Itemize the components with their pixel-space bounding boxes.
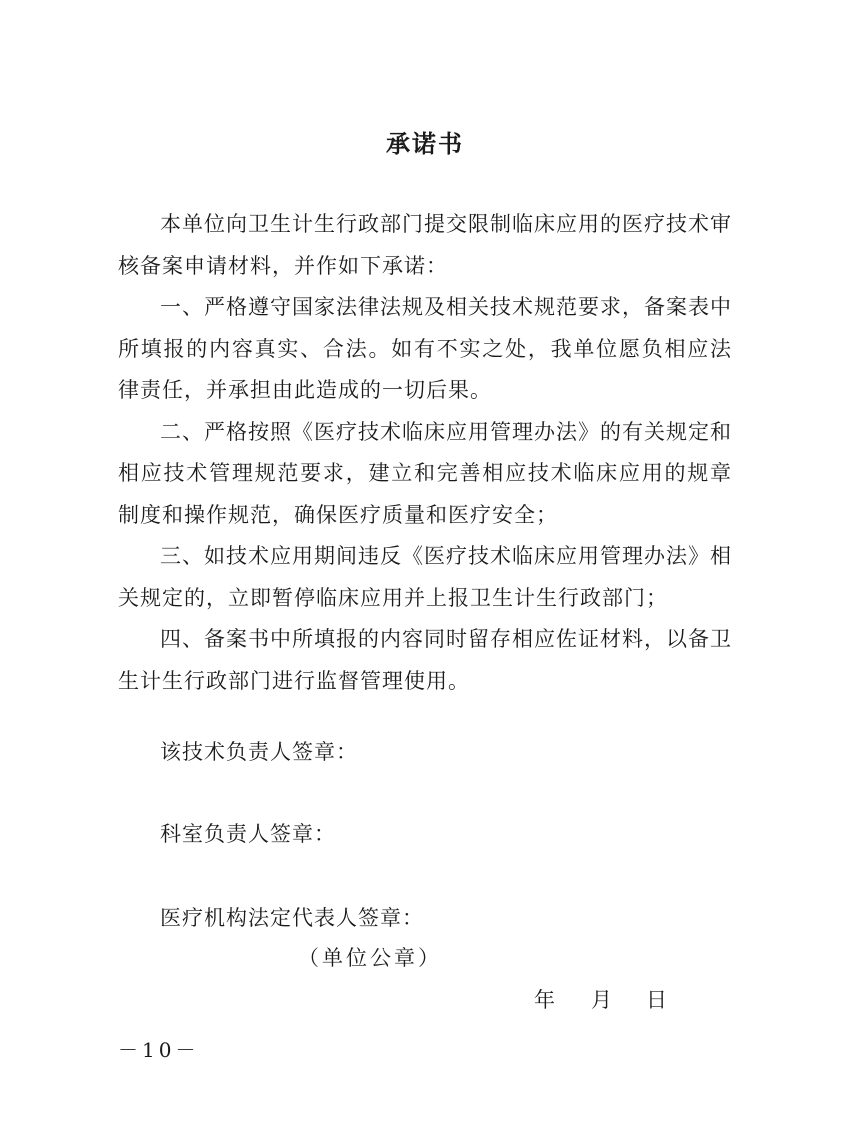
paragraph-item-3: 三、如技术应用期间违反《医疗技术临床应用管理办法》相关规定的，立即暂停临床应用并上报卫生计生行政部门； [118,544,732,610]
signature-legal-rep: 医疗机构法定代表人签章： [160,906,424,930]
date-month: 月 [591,988,612,1012]
date-day: 日 [646,988,667,1012]
paragraph-item-4: 四、备案书中所填报的内容同时留存相应佐证材料，以备卫生计生行政部门进行监督管理使用。 [118,627,732,693]
date-year: 年 [534,988,555,1012]
signature-dept-lead: 科室负责人签章： [160,822,336,846]
paragraph-intro: 本单位向卫生计生行政部门提交限制临床应用的医疗技术审核备案申请材料，并作如下承诺： [118,212,732,278]
document-title: 承诺书 [386,129,464,158]
document-body [118,204,732,702]
seal-note: （单位公章） [298,946,442,970]
paragraph-item-1: 一、严格遵守国家法律法规及相关技术规范要求，备案表中所填报的内容真实、合法。如有不实之处，我单位愿负相应法律责任，并承担由此造成的一切后果。 [118,295,732,402]
page-number: －10－ [118,1038,200,1062]
paragraph-item-2: 二、严格按照《医疗技术临床应用管理办法》的有关规定和相应技术管理规范要求，建立和完善相应技术临床应用的规章制度和操作规范，确保医疗质量和医疗安全； [118,419,732,527]
signature-tech-lead: 该技术负责人签章： [160,740,358,764]
